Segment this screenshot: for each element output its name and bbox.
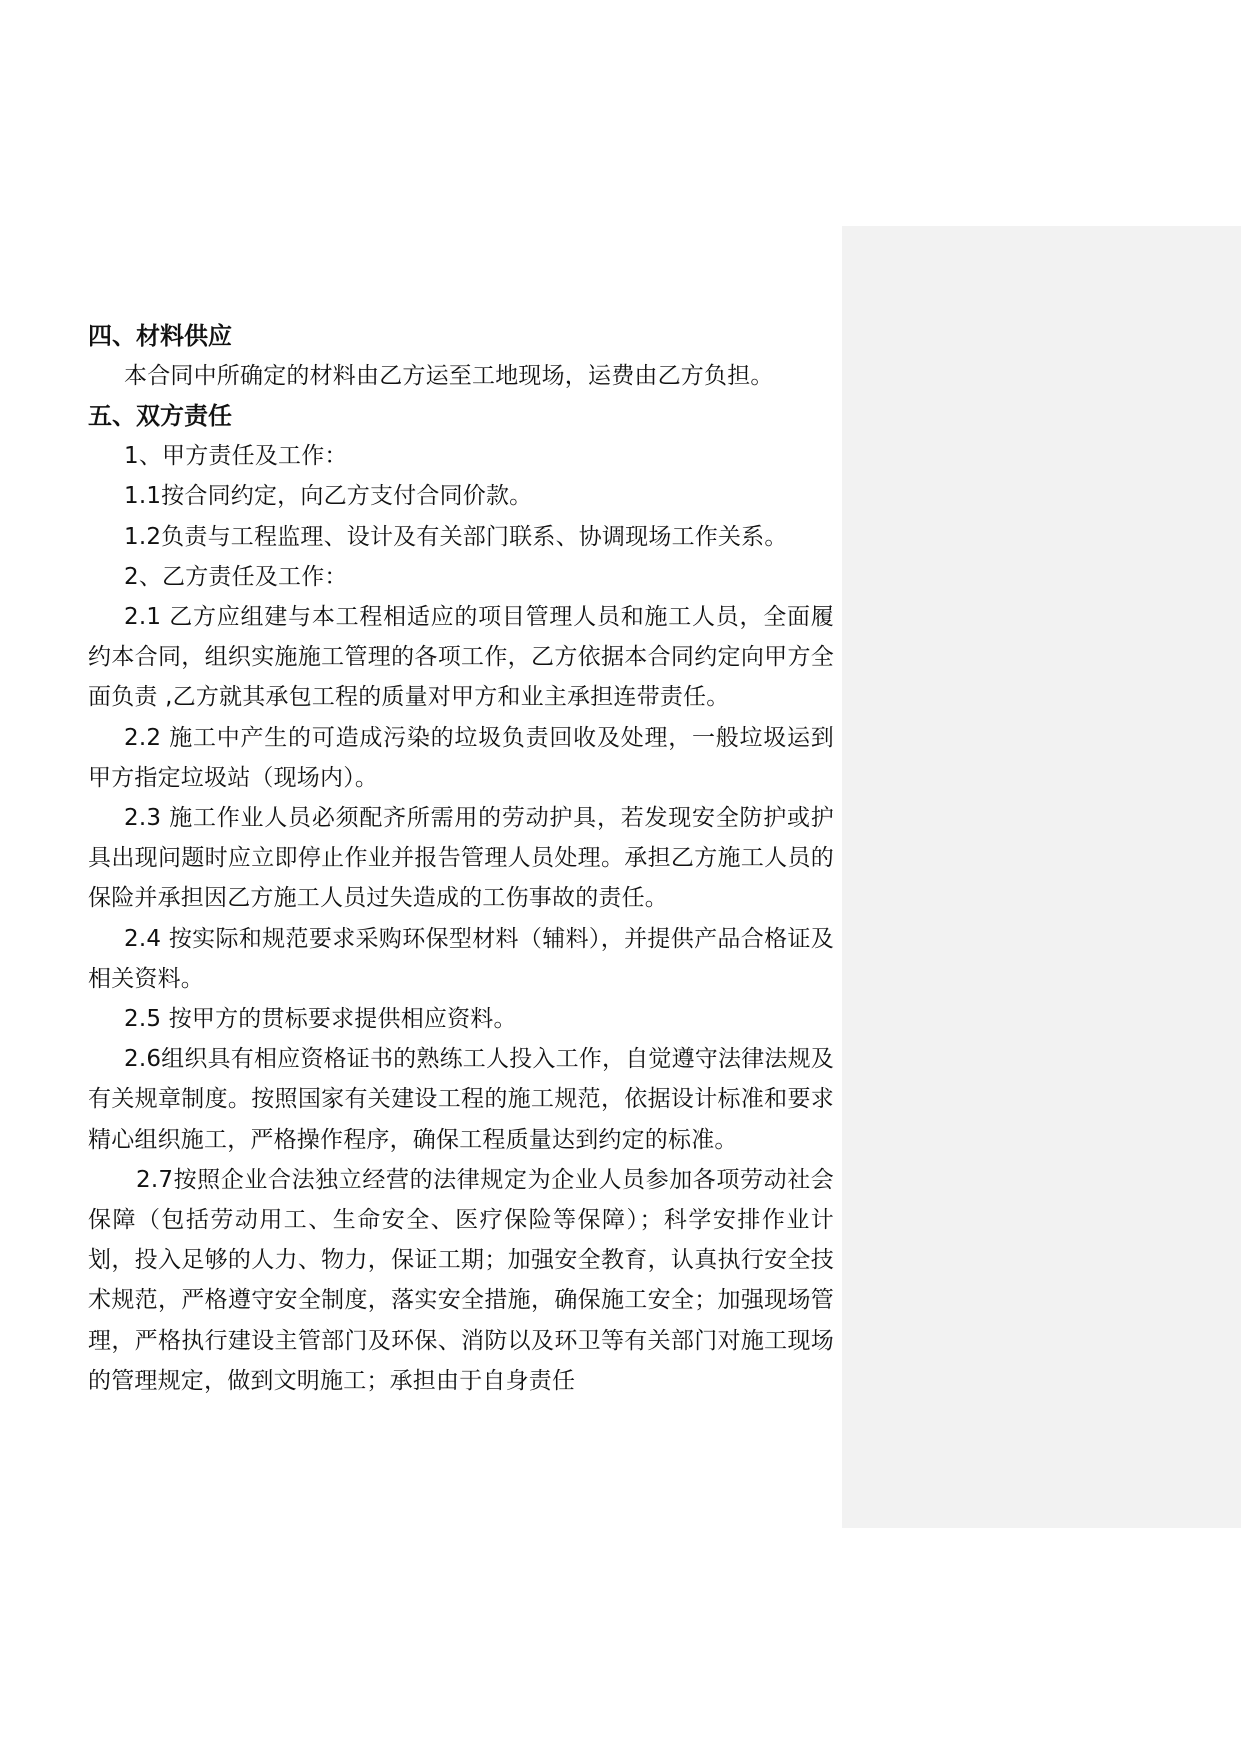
comment-margin-pane: [842, 226, 1241, 1528]
paragraph-clause-2-4: 2.4 按实际和规范要求采购环保型材料（辅料），并提供产品合格证及相关资料。: [88, 925, 834, 992]
paragraph-clause-1-2: 1.2负责与工程监理、设计及有关部门联系、协调现场工作关系。: [124, 523, 788, 550]
document-body: [88, 316, 834, 1401]
paragraph-clause-2-3: 2.3 施工作业人员必须配齐所需用的劳动护具，若发现安全防护或护具出现问题时应立即停止作业并报告管理人员处理。承担乙方施工人员的保险并承担因乙方施工人员过失造成的工伤事故的责任。: [88, 805, 834, 912]
section-heading-material-supply: 四、材料供应: [88, 322, 232, 350]
paragraph-clause-2-6: 2.6组织具有相应资格证书的熟练工人投入工作，自觉遵守法律法规及有关规章制度。按照国家有关建设工程的施工规范，依据设计标准和要求精心组织施工，严格操作程序，确保工程质量达到约定的标准。: [88, 1046, 834, 1153]
paragraph-clause-2-1: 2.1 乙方应组建与本工程相适应的项目管理人员和施工人员，全面履约本合同，组织实施施工管理的各项工作，乙方依据本合同约定向甲方全面负责 ,乙方就其承包工程的质量对甲方和业主承担连带责任。: [88, 604, 834, 711]
paragraph-clause-2-2: 2.2 施工中产生的可造成污染的垃圾负责回收及处理，一般垃圾运到甲方指定垃圾站（现场内）。: [88, 724, 834, 791]
paragraph-clause-2-5: 2.5 按甲方的贯标要求提供相应资料。: [124, 1006, 517, 1033]
paragraph-clause-1-1: 1.1按合同约定，向乙方支付合同价款。: [124, 483, 533, 510]
section-heading-responsibilities: 五、双方责任: [88, 402, 232, 431]
paragraph-party-a-title: 1、甲方责任及工作：: [124, 443, 348, 470]
paragraph-clause-2-7: 2.7按照企业合法独立经营的法律规定为企业人员参加各项劳动社会保障（包括劳动用工、生命安全、医疗保险等保障）；科学安排作业计划，投入足够的人力、物力，保证工期；加强安全教育，认真执行安全技术规范，严格遵守安全制度，落实安全措施，确保施工安全；加强现场管理，严格执行建设主管部门及环保、消防以及环卫等有关部门对施工现场的管理规定，做到文明施工；承担由于自身责任: [88, 1166, 834, 1394]
paragraph-party-b-title: 2、乙方责任及工作：: [124, 563, 348, 590]
paragraph-material-transport: 本合同中所确定的材料由乙方运至工地现场，运费由乙方负担。: [124, 363, 774, 389]
